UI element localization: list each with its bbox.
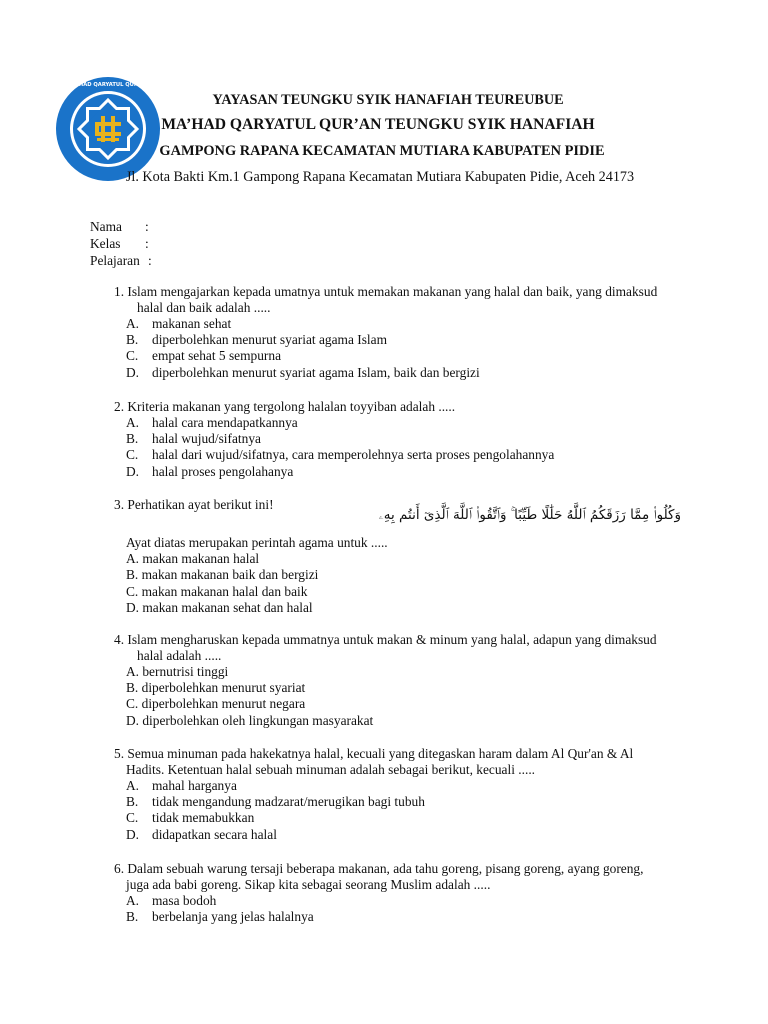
option-b: B. berbelanja yang jelas halalnya — [126, 909, 314, 925]
option-a: A. masa bodoh — [126, 893, 217, 908]
option-a: A. makanan sehat — [126, 316, 232, 331]
question-text: 5. Semua minuman pada hakekatnya halal, kecuali yang ditegaskan haram dalam Al Qur'an & Al — [114, 746, 634, 761]
option-a: A. halal cara mendapatkannya — [126, 415, 298, 430]
option-c: C. makan makanan halal dan baik — [126, 583, 308, 599]
question-text: Ayat diatas merupakan perintah agama untuk ..... — [126, 535, 388, 550]
option-d: D. didapatkan secara halal — [126, 826, 277, 842]
option-c: C. halal dari wujud/sifatnya, cara memperolehnya serta proses pengolahannya — [126, 447, 555, 463]
class-field: Kelas : — [90, 236, 149, 251]
question-text: 2. Kriteria makanan yang tergolong halalan toyyiban adalah ..... — [114, 399, 456, 414]
option-b: B. diperbolehkan menurut syariat — [126, 680, 306, 696]
question-3-body — [114, 535, 714, 616]
option-c: C. empat sehat 5 sempurna — [126, 348, 282, 364]
option-c: C. diperbolehkan menurut negara — [126, 696, 306, 712]
option-a: A. bernutrisi tinggi — [126, 664, 229, 679]
option-b: B. makan makanan baik dan bergizi — [126, 567, 319, 583]
option-d: D. halal proses pengolahanya — [126, 463, 294, 479]
quran-verse: وَكُلُوا۟ مِمَّا رَزَقَكُمُ ٱللَّهُ حَلَٰلًا طَيِّبًا ۚ وَٱتَّقُوا۟ ٱللَّهَ ٱلَّذِىٓ أَنتُم بِهِۦ — [378, 507, 681, 523]
option-b: B. diperbolehkan menurut syariat agama Islam — [126, 332, 387, 348]
question-text: halal dan baik adalah ..... — [137, 300, 271, 315]
option-d: D. makan makanan sehat dan halal — [126, 599, 313, 615]
header-location: GAMPONG RAPANA KECAMATAN MUTIARA KABUPATEN PIDIE — [159, 143, 605, 159]
question-text: 6. Dalam sebuah warung tersaji beberapa makanan, ada tahu goreng, pisang goreng, ayang goreng, — [114, 861, 644, 876]
question-text: 4. Islam mengharuskan kepada ummatnya untuk makan & minum yang halal, adapun yang dimaksud — [114, 632, 657, 647]
question-2 — [114, 399, 714, 480]
question-text: halal adalah ..... — [137, 648, 222, 663]
question-text: 1. Islam mengajarkan kepada umatnya untuk memakan makanan yang halal dan baik, yang dimaksud — [114, 284, 658, 299]
option-c: C. tidak memabukkan — [126, 810, 255, 826]
svg-text:MA'HAD QARYATUL QUR'AN: MA'HAD QARYATUL QUR'AN — [68, 82, 148, 88]
header-address: Jl. Kota Bakti Km.1 Gampong Rapana Kecamatan Mutiara Kabupaten Pidie, Aceh 24173 — [125, 169, 635, 185]
question-text: Hadits. Ketentuan halal sebuah minuman adalah sebagai berikut, kecuali ..... — [126, 762, 536, 777]
question-4 — [114, 632, 714, 729]
question-text: juga ada babi goreng. Sikap kita sebagai seorang Muslim adalah ..... — [126, 877, 491, 892]
name-field: Nama : — [90, 219, 149, 234]
header-institution-name: MA’HAD QARYATUL QUR’AN TEUNGKU SYIK HANAFIAH — [161, 116, 595, 133]
option-b: B. halal wujud/sifatnya — [126, 431, 261, 447]
question-5 — [114, 746, 714, 843]
question-text: 3. Perhatikan ayat berikut ini! — [114, 497, 274, 512]
subject-field: Pelajaran : — [90, 253, 152, 268]
option-d: D. diperbolehkan oleh lingkungan masyarakat — [126, 712, 374, 728]
option-b: B. tidak mengandung madzarat/merugikan bagi tubuh — [126, 794, 425, 810]
option-d: D. diperbolehkan menurut syariat agama Islam, baik dan bergizi — [126, 364, 480, 380]
option-a: A. mahal harganya — [126, 778, 237, 793]
question-6 — [114, 861, 714, 925]
question-1 — [114, 284, 714, 381]
option-a: A. makan makanan halal — [126, 551, 260, 567]
header-foundation-name: YAYASAN TEUNGKU SYIK HANAFIAH TEUREUBUE — [212, 92, 564, 108]
